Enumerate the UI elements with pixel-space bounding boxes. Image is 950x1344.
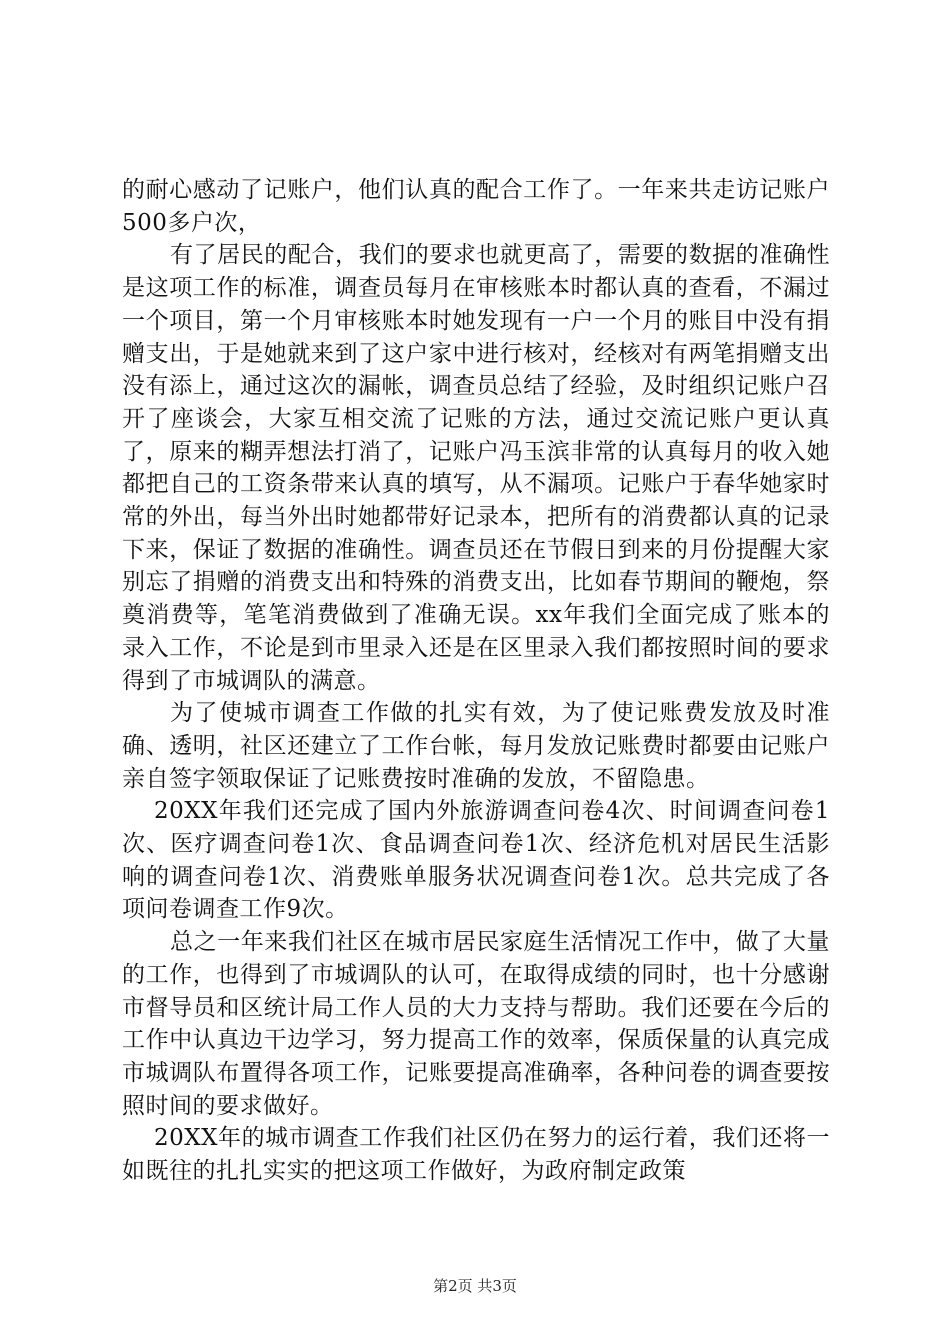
paragraph-4: 20XX年我们还完成了国内外旅游调查问卷4次、时间调查问卷1次、医疗调查问卷1次、食品调查问卷1次、经济危机对居民生活影响的调查问卷1次、消费账单服务状况调查问卷1次。总共完成了各项问卷调查工作9次。 (122, 798, 830, 923)
paragraph-6: 20XX年的城市调查工作我们社区仍在努力的运行着，我们还将一如既往的扎扎实实的把这项工作做好，为政府制定政策 (122, 1125, 830, 1185)
page-number-footer: 第2页 共3页 (433, 1277, 517, 1295)
document-body (122, 174, 830, 1188)
paragraph-5: 总之一年来我们社区在城市居民家庭生活情况工作中，做了大量的工作，也得到了市城调队的认可，在取得成绩的同时，也十分感谢市督导员和区统计局工作人员的大力支持与帮助。我们还要在今后的工作中认真边干边学习，努力提高工作的效率，保质保量的认真完成市城调队布置得各项工作，记账要提高准确率，各种问卷的调查要按照时间的要求做好。 (122, 929, 830, 1119)
paragraph-1: 的耐心感动了记账户，他们认真的配合工作了。一年来共走访记账户500多户次， (122, 177, 830, 236)
paragraph-2: 有了居民的配合，我们的要求也就更高了，需要的数据的准确性是这项工作的标准，调查员每月在审核账本时都认真的查看，不漏过一个项目，第一个月审核账本时她发现有一户一个月的账目中没有捐赠支出，于是她就来到了这户家中进行核对，经核对有两笔捐赠支出没有添上，通过这次的漏帐，调查员总结了经验，及时组织记账户召开了座谈会，大家互相交流了记账的方法，通过交流记账户更认真了，原来的糊弄想法打消了，记账户冯玉滨非常的认真每月的收入她都把自己的工资条带来认真的填写，从不漏项。记账户于春华她家时常的外出，每当外出时她都带好记录本，把所有的消费都认真的记录下来，保证了数据的准确性。调查员还在节假日到来的月份提醒大家别忘了捐赠的消费支出和特殊的消费支出，比如春节期间的鞭炮，祭奠消费等，笔笔消费做到了准确无误。xx年我们全面完成了账本的录入工作，不论是到市里录入还是在区里录入我们都按照时间的要求得到了市城调队的满意。 (122, 242, 830, 694)
paragraph-3: 为了使城市调查工作做的扎实有效，为了使记账费发放及时准确、透明，社区还建立了工作台帐，每月发放记账费时都要由记账户亲自签字领取保证了记账费按时准确的发放，不留隐患。 (122, 700, 830, 792)
